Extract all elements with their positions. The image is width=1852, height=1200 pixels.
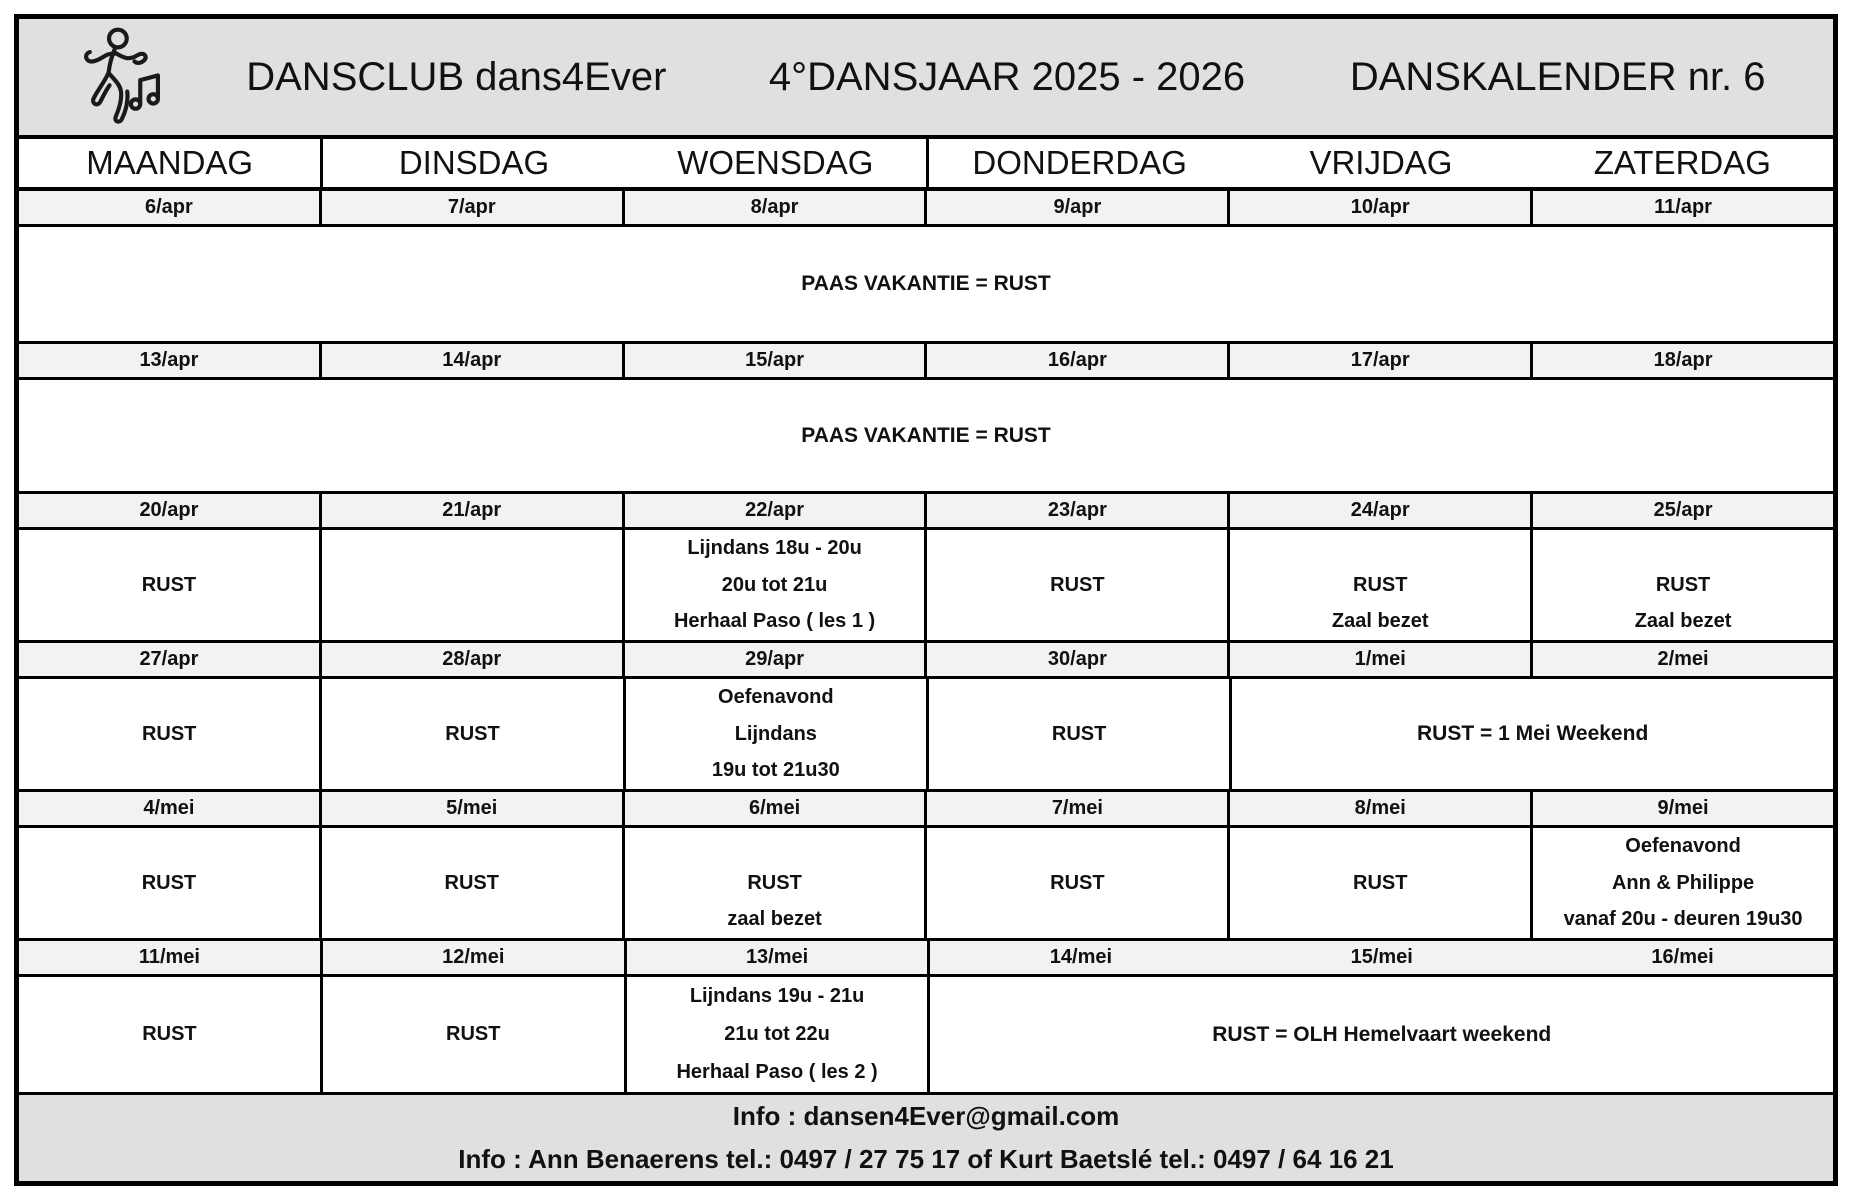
date-cell: 27/apr — [19, 643, 322, 676]
cell-line — [322, 752, 622, 789]
day-header-vrijdag: VRIJDAG — [1309, 144, 1453, 181]
date-cell: 9/apr — [927, 191, 1230, 224]
cell-line: Herhaal Paso ( les 2 ) — [676, 1061, 878, 1084]
week3-content-row — [19, 530, 1833, 643]
day-header-donderdag: DONDERDAG — [972, 144, 1187, 181]
date-cell: 15/apr — [625, 344, 928, 377]
vacation-note: PAAS VAKANTIE = RUST — [801, 423, 1051, 447]
footer — [19, 1095, 1833, 1181]
cell-29apr — [626, 679, 929, 789]
cell-27apr — [19, 679, 322, 789]
cell-line — [1230, 530, 1530, 567]
cell-20apr — [19, 530, 322, 640]
cell-23apr — [927, 530, 1230, 640]
date-cell: 29/apr — [625, 643, 928, 676]
cell-9mei — [1533, 828, 1833, 938]
cell-12mei — [323, 977, 627, 1092]
date-row-week6 — [19, 941, 1833, 977]
cell-line: RUST — [1051, 722, 1107, 745]
cell-line — [1230, 901, 1530, 938]
cell-line — [19, 901, 319, 938]
cell-line: RUST — [142, 1022, 197, 1045]
date-cell: 17/apr — [1230, 344, 1533, 377]
date-row-week1 — [19, 191, 1833, 227]
week5-content-row — [19, 828, 1833, 941]
cell-line — [929, 752, 1229, 789]
cell-line — [19, 752, 319, 789]
week1-vacation-row — [19, 227, 1833, 344]
date-cell: 23/apr — [927, 494, 1230, 527]
footer-contact-line: Info : Ann Benaerens tel.: 0497 / 27 75 17 of Kurt Baetslé tel.: 0497 / 64 16 21 — [458, 1144, 1394, 1174]
date-cell: 16/apr — [927, 344, 1230, 377]
cell-line — [322, 901, 622, 938]
date-cell: 1/mei — [1230, 643, 1533, 676]
cell-line — [927, 530, 1227, 567]
cell-line: RUST — [1655, 573, 1711, 596]
date-cell: 15/mei — [1350, 946, 1413, 968]
cell-line: Ann & Philippe — [1611, 871, 1755, 894]
day-header-woensdag: WOENSDAG — [625, 139, 929, 187]
date-cell: 13/mei — [627, 941, 931, 974]
cell-line: Lijndans — [734, 722, 817, 745]
date-cell: 22/apr — [625, 494, 928, 527]
date-cell: 9/mei — [1657, 797, 1709, 819]
cell-22apr — [625, 530, 928, 640]
cell-line — [19, 679, 319, 716]
cell-25apr — [1533, 530, 1833, 640]
date-cell: 16/mei — [1651, 946, 1714, 968]
cell-line — [322, 530, 622, 567]
date-cell: 6/apr — [19, 191, 322, 224]
date-cell: 18/apr — [1653, 349, 1713, 371]
date-row-week3 — [19, 494, 1833, 530]
date-cell: 11/apr — [1654, 196, 1712, 218]
cell-line: RUST — [1353, 871, 1408, 894]
cell-line: RUST — [1050, 573, 1105, 596]
cell-line — [927, 901, 1227, 938]
date-cell: 7/apr — [322, 191, 625, 224]
cell-line: Lijndans 18u - 20u — [687, 536, 862, 559]
cell-line — [1533, 530, 1833, 567]
cell-line — [19, 1054, 320, 1092]
date-cell: 2/mei — [1657, 648, 1709, 670]
cell-line — [323, 977, 624, 1015]
day-header-row — [19, 139, 1833, 191]
cell-11mei — [19, 977, 323, 1092]
day-header-dinsdag: DINSDAG — [398, 144, 550, 181]
date-cell: 6/mei — [625, 792, 928, 825]
club-title: DANSCLUB dans4Ever — [246, 54, 667, 99]
cell-line: RUST — [446, 1022, 501, 1045]
cell-line — [625, 828, 925, 865]
date-cell: 24/apr — [1230, 494, 1533, 527]
cell-line: 21u tot 22u — [724, 1022, 830, 1045]
cell-line — [322, 603, 622, 640]
date-cell: 13/apr — [19, 344, 322, 377]
footer-email-line: Info : dansen4Ever@gmail.com — [732, 1101, 1120, 1131]
cell-line — [19, 530, 319, 567]
week6-content-row — [19, 977, 1833, 1095]
date-row-week5 — [19, 792, 1833, 828]
day-header-zaterdag: ZATERDAG — [1593, 144, 1771, 181]
cell-4mei — [19, 828, 322, 938]
cell-5mei — [322, 828, 625, 938]
date-cell: 25/apr — [1653, 499, 1713, 521]
date-cell-merged-weekend — [930, 941, 1833, 974]
cell-line — [19, 603, 319, 640]
cell-line — [927, 603, 1227, 640]
cell-line — [929, 679, 1229, 716]
cell-line: RUST — [445, 722, 500, 745]
cell-line — [322, 567, 622, 604]
title-bar — [19, 19, 1833, 139]
cell-line: RUST — [141, 573, 197, 596]
cell-1mei-2mei-weekend: RUST = 1 Mei Weekend — [1417, 722, 1649, 745]
cell-line — [927, 828, 1227, 865]
cell-6mei — [625, 828, 928, 938]
cell-line: RUST — [141, 722, 197, 745]
cell-line: Zaal bezet — [1331, 610, 1429, 633]
cell-line — [322, 679, 622, 716]
cell-line: 20u tot 21u — [721, 573, 828, 596]
date-cell: 14/mei — [1049, 946, 1113, 968]
cell-24apr — [1230, 530, 1533, 640]
cell-line — [322, 828, 622, 865]
cell-line: RUST — [747, 871, 802, 894]
cell-line: Zaal bezet — [1634, 610, 1732, 633]
calendar-number-title: DANSKALENDER nr. 6 — [1349, 54, 1766, 99]
cell-line: RUST — [1050, 871, 1105, 894]
cell-line: Oefenavond — [718, 685, 834, 708]
date-cell: 8/mei — [1230, 792, 1533, 825]
cell-line: Lijndans 19u - 21u — [689, 984, 865, 1007]
cell-7mei — [927, 828, 1230, 938]
date-cell: 12/mei — [323, 941, 627, 974]
date-row-week4 — [19, 643, 1833, 679]
cell-line — [19, 977, 320, 1015]
cell-line — [19, 828, 319, 865]
season-title: 4°DANSJAAR 2025 - 2026 — [768, 54, 1246, 99]
cell-line: 19u tot 21u30 — [711, 759, 840, 782]
cell-line: RUST — [444, 871, 499, 894]
date-cell: 11/mei — [19, 941, 323, 974]
date-cell: 10/apr — [1230, 191, 1533, 224]
date-cell: 21/apr — [322, 494, 625, 527]
dancer-music-notes-icon — [61, 25, 181, 129]
cell-line: RUST — [141, 871, 197, 894]
cell-30apr — [929, 679, 1232, 789]
week2-vacation-row — [19, 380, 1833, 494]
week4-content-row — [19, 679, 1833, 792]
cell-21apr — [322, 530, 625, 640]
cell-14-16mei-weekend: RUST = OLH Hemelvaart weekend — [1212, 1022, 1552, 1046]
date-cell: 4/mei — [19, 792, 322, 825]
cell-line: vanaf 20u - deuren 19u30 — [1563, 908, 1803, 931]
cell-13mei — [627, 977, 931, 1092]
date-cell: 14/apr — [322, 344, 625, 377]
date-cell: 20/apr — [19, 494, 322, 527]
date-cell: 7/mei — [927, 792, 1230, 825]
vacation-note: PAAS VAKANTIE = RUST — [801, 272, 1051, 295]
date-cell: 30/apr — [927, 643, 1230, 676]
date-row-week2 — [19, 344, 1833, 380]
cell-line — [1230, 828, 1530, 865]
date-cell: 8/apr — [625, 191, 928, 224]
cell-line: RUST — [1353, 573, 1408, 596]
day-header-maandag: MAANDAG — [19, 139, 323, 187]
cell-28apr — [322, 679, 625, 789]
cell-line: Herhaal Paso ( les 1 ) — [673, 610, 876, 633]
cell-8mei — [1230, 828, 1533, 938]
date-cell: 28/apr — [322, 643, 625, 676]
dance-calendar — [14, 14, 1838, 1186]
cell-line: Oefenavond — [1625, 834, 1741, 857]
date-cell: 5/mei — [322, 792, 625, 825]
cell-line — [323, 1054, 624, 1092]
cell-line: zaal bezet — [727, 908, 822, 931]
